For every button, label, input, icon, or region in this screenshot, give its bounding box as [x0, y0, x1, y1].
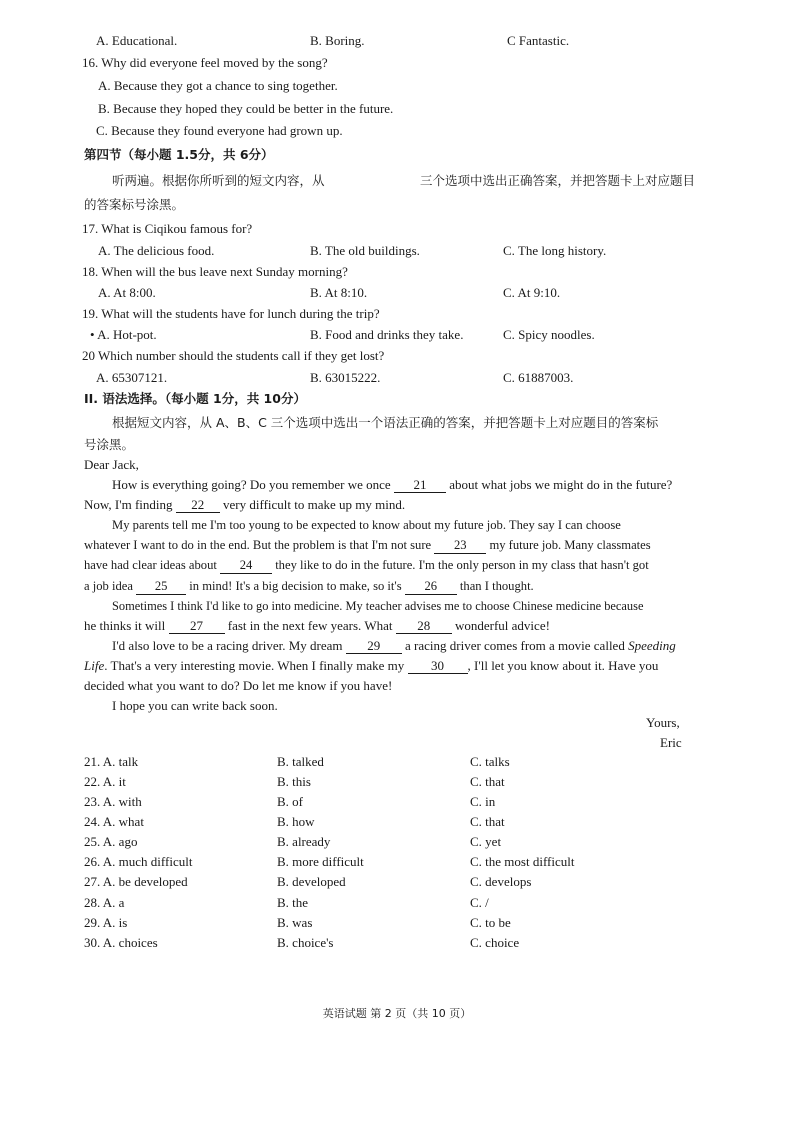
- letter-line-6: a job idea 25 in mind! It's a big decision to make, so it's 26 than I thought.: [84, 579, 534, 593]
- q20-stem: 20 Which number should the students call if they get lost?: [82, 348, 385, 363]
- choice-26-c: C. the most difficult: [470, 854, 575, 869]
- letter-signature: Eric: [660, 735, 682, 750]
- q17-option-b: B. The old buildings.: [310, 243, 420, 258]
- choice-22-a: 22. A. it: [84, 774, 126, 789]
- q18-option-c: C. At 9:10.: [503, 285, 561, 300]
- choice-30-c: C. choice: [470, 935, 520, 950]
- blank-23: 23: [434, 538, 486, 554]
- choice-29-b: B. was: [277, 915, 313, 930]
- choice-27-a: 27. A. be developed: [84, 874, 188, 889]
- part2-instruction-line1: 根据短文内容，从 A、B、C 三个选项中选出一个语法正确的答案，并把答题卡上对应题目的答案标: [112, 415, 659, 430]
- section4-instruction-part1: 听两遍。根据你所听到的短文内容，从: [112, 173, 325, 188]
- choice-27-c: C. develops: [470, 874, 532, 889]
- letter-line-10: Life. That's a very interesting movie. When I finally make my 30 , I'll let you know about it. Have you: [84, 658, 659, 673]
- blank-24: 24: [220, 558, 272, 574]
- letter-greeting: Dear Jack,: [84, 457, 139, 472]
- q19-option-b: B. Food and drinks they take.: [310, 327, 464, 342]
- choice-29-a: 29. A. is: [84, 915, 128, 930]
- choice-22-c: C. that: [470, 774, 505, 789]
- choice-24-c: C. that: [470, 814, 505, 829]
- choice-28-c: C. /: [470, 895, 489, 910]
- q16-option-a: A. Because they got a chance to sing together.: [98, 78, 338, 93]
- q20-option-c: C. 61887003.: [503, 370, 574, 385]
- q19-stem: 19. What will the students have for lunch during the trip?: [82, 306, 380, 321]
- section4-title: 第四节（每小题 1.5分，共 6分）: [84, 147, 274, 162]
- choice-29-c: C. to be: [470, 915, 511, 930]
- letter-line-1: How is everything going? Do you remember we once 21 about what jobs we might do in the future?: [112, 477, 673, 492]
- part2-instruction-line2: 号涂黑。: [84, 437, 135, 452]
- movie-title-part2: Life: [84, 658, 105, 673]
- q19-option-c: C. Spicy noodles.: [503, 327, 595, 342]
- q17-option-a: A. The delicious food.: [98, 243, 215, 258]
- q17-option-c: C. The long history.: [503, 243, 607, 258]
- page-footer: 英语试题 第 2 页（共 10 页）: [322, 1007, 472, 1020]
- q15-option-a: A. Educational.: [96, 33, 178, 48]
- choice-24-a: 24. A. what: [84, 814, 144, 829]
- choice-24-b: B. how: [277, 814, 315, 829]
- q17-stem: 17. What is Ciqikou famous for?: [82, 221, 253, 236]
- letter-line-9: I'd also love to be a racing driver. My dream 29 a racing driver comes from a movie called Speeding: [112, 638, 676, 653]
- choice-23-c: C. in: [470, 794, 496, 809]
- choice-28-a: 28. A. a: [84, 895, 125, 910]
- letter-line-8: he thinks it will 27 fast in the next few years. What 28 wonderful advice!: [84, 618, 550, 633]
- q18-option-b: B. At 8:10.: [310, 285, 368, 300]
- letter-line-5: have had clear ideas about 24 they like to do in the future. I'm the only person in my class that hasn't got: [84, 558, 649, 572]
- letter-closing: Yours,: [646, 715, 680, 730]
- choice-27-b: B. developed: [277, 874, 346, 889]
- letter-line-2: Now, I'm finding 22 very difficult to make up my mind.: [84, 497, 406, 512]
- choice-26-b: B. more difficult: [277, 854, 364, 869]
- q15-option-b: B. Boring.: [310, 33, 365, 48]
- letter-line-7: Sometimes I think I'd like to go into medicine. My teacher advises me to choose Chinese medicine because: [112, 599, 644, 613]
- choice-30-a: 30. A. choices: [84, 935, 158, 950]
- part2-title: II. 语法选择。（每小题 1分，共 10分）: [84, 391, 306, 406]
- blank-22: 22: [176, 497, 220, 513]
- choice-21-c: C. talks: [470, 754, 510, 769]
- letter-line-3: My parents tell me I'm too young to be expected to know about my future job. They say I can choose: [112, 518, 621, 532]
- choice-21-b: B. talked: [277, 754, 324, 769]
- blank-30: 30: [408, 658, 468, 674]
- choice-30-b: B. choice's: [277, 935, 334, 950]
- letter-line-4: whatever I want to do in the end. But the problem is that I'm not sure 23 my future job. Many classmates: [84, 538, 651, 552]
- blank-28: 28: [396, 618, 452, 634]
- choice-22-b: B. this: [277, 774, 311, 789]
- q20-option-a: A. 65307121.: [96, 370, 168, 385]
- blank-26: 26: [405, 579, 457, 595]
- letter-line-12: I hope you can write back soon.: [112, 698, 278, 713]
- q18-option-a: A. At 8:00.: [98, 285, 156, 300]
- section4-instruction-line2: 的答案标号涂黑。: [84, 197, 185, 212]
- choice-25-a: 25. A. ago: [84, 834, 138, 849]
- q16-stem: 16. Why did everyone feel moved by the song?: [82, 55, 328, 70]
- choice-25-b: B. already: [277, 834, 331, 849]
- q15-option-c: C Fantastic.: [507, 33, 570, 48]
- choice-23-a: 23. A. with: [84, 794, 142, 809]
- movie-title-part1: Speeding: [628, 638, 676, 653]
- q16-option-c: C. Because they found everyone had grown up.: [96, 123, 343, 138]
- blank-29: 29: [346, 638, 402, 654]
- choice-21-a: 21. A. talk: [84, 754, 139, 769]
- choice-25-c: C. yet: [470, 834, 502, 849]
- section4-instruction-part2: 三个选项中选出正确答案，并把答题卡上对应题目: [420, 173, 696, 188]
- choice-28-b: B. the: [277, 895, 309, 910]
- choice-26-a: 26. A. much difficult: [84, 854, 193, 869]
- choice-23-b: B. of: [277, 794, 303, 809]
- q18-stem: 18. When will the bus leave next Sunday morning?: [82, 264, 348, 279]
- q16-option-b: B. Because they hoped they could be better in the future.: [98, 101, 394, 116]
- q20-option-b: B. 63015222.: [310, 370, 381, 385]
- letter-line-11: decided what you want to do? Do let me know if you have!: [84, 678, 393, 693]
- blank-27: 27: [169, 618, 225, 634]
- blank-25: 25: [136, 579, 186, 595]
- blank-21: 21: [394, 477, 446, 493]
- q19-option-a: • A. Hot-pot.: [90, 327, 157, 342]
